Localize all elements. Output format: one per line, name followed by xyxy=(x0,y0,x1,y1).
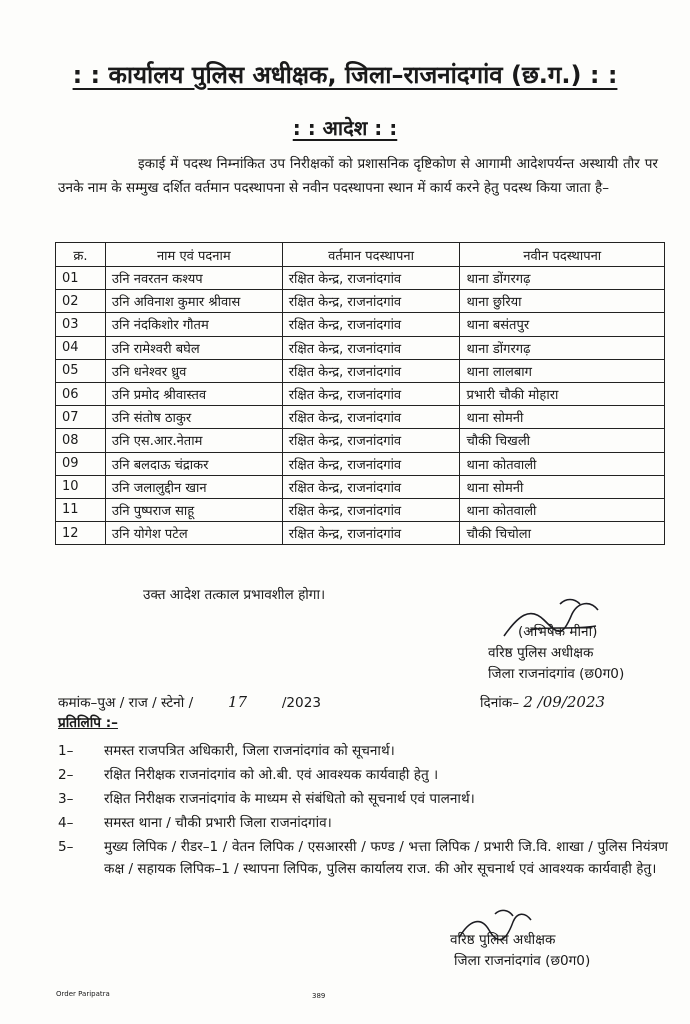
header-name: नाम एवं पदनाम xyxy=(105,243,282,267)
copy-text: समस्त थाना / चौकी प्रभारी जिला राजनांदगांव। xyxy=(104,815,332,831)
date-label: दिनांक– xyxy=(480,695,520,711)
cell-name: उनि पुष्पराज साहू xyxy=(105,498,282,521)
table-row xyxy=(56,267,665,290)
cell-name: उनि एस.आर.नेताम xyxy=(105,429,282,452)
cell-serial: 03 xyxy=(56,313,106,336)
cell-name: उनि संतोष ठाकुर xyxy=(105,406,282,429)
header-new-posting: नवीन पदस्थापना xyxy=(460,243,665,267)
signatory-designation: वरिष्ठ पुलिस अधीक्षक xyxy=(450,932,556,948)
cell-new: चौकी चिचोला xyxy=(460,522,665,545)
office-title: : : कार्यालय पुलिस अधीक्षक, जिला–राजनांदगांव (छ.ग.) : : xyxy=(72,61,618,89)
table-row xyxy=(56,382,665,405)
copy-text: रक्षित निरीक्षक राजनांदगांव के माध्यम से संबंधितो को सूचनार्थ एवं पालनार्थ। xyxy=(104,791,475,807)
header-serial: क्र. xyxy=(56,243,106,267)
cell-new: थाना कोतवाली xyxy=(460,452,665,475)
cell-name: उनि नवरतन कश्यप xyxy=(105,267,282,290)
cell-name: उनि प्रमोद श्रीवास्तव xyxy=(105,382,282,405)
table-body xyxy=(56,267,665,545)
intro-paragraph: इकाई में पदस्थ निम्नांकित उप निरीक्षकों को प्रशासनिक दृष्टिकोण से आगामी आदेशपर्यन्त अस्थायी तौर पर उनके नाम के सम्मुख दर्शित वर्तमान पदस्थापना से नवीन पदस्थापना स्थान में कार्य करने हेतु पदस्थ किया जाता है– xyxy=(58,156,658,196)
footer-label: Order Paripatra xyxy=(56,990,110,998)
cell-name: उनि नंदकिशोर गौतम xyxy=(105,313,282,336)
signatory-district: जिला राजनांदगांव (छ0ग0) xyxy=(454,953,591,969)
table-row xyxy=(56,313,665,336)
date-value: 2 /09/2023 xyxy=(523,693,606,711)
order-reference xyxy=(58,692,321,711)
cell-name: उनि धनेश्वर ध्रुव xyxy=(105,359,282,382)
transfer-table xyxy=(55,242,665,545)
cell-current: रक्षित केन्द्र, राजनांदगांव xyxy=(282,498,460,521)
header-current-posting: वर्तमान पदस्थापना xyxy=(282,243,460,267)
cell-serial: 07 xyxy=(56,406,106,429)
signature-block-2 xyxy=(450,930,590,972)
list-item xyxy=(58,812,668,834)
cell-new: थाना सोमनी xyxy=(460,475,665,498)
cell-current: रक्षित केन्द्र, राजनांदगांव xyxy=(282,452,460,475)
table-row xyxy=(56,429,665,452)
cell-new: थाना बसंतपुर xyxy=(460,313,665,336)
copy-number: 1– xyxy=(58,743,74,759)
table-row xyxy=(56,522,665,545)
cell-name: उनि बलदाऊ चंद्राकर xyxy=(105,452,282,475)
cell-new: चौकी चिखली xyxy=(460,429,665,452)
copy-heading: प्रतिलिपि :– xyxy=(58,715,118,731)
reference-year: /2023 xyxy=(281,695,321,711)
cell-serial: 02 xyxy=(56,290,106,313)
cell-serial: 01 xyxy=(56,267,106,290)
copy-text: रक्षित निरीक्षक राजनांदगांव को ओ.बी. एवं आवश्यक कार्यवाही हेतु । xyxy=(104,767,439,783)
cell-name: उनि जलालुद्दीन खान xyxy=(105,475,282,498)
cell-new: थाना छुरिया xyxy=(460,290,665,313)
effect-statement: उक्त आदेश तत्काल प्रभावशील होगा। xyxy=(143,587,326,603)
cell-name: उनि अविनाश कुमार श्रीवास xyxy=(105,290,282,313)
order-title: : : आदेश : : xyxy=(292,116,398,140)
copy-number: 4– xyxy=(58,815,74,831)
table-row xyxy=(56,359,665,382)
cell-new: प्रभारी चौकी मोहारा xyxy=(460,382,665,405)
copy-number: 3– xyxy=(58,791,74,807)
list-item xyxy=(58,740,668,762)
cell-current: रक्षित केन्द्र, राजनांदगांव xyxy=(282,359,460,382)
cell-current: रक्षित केन्द्र, राजनांदगांव xyxy=(282,475,460,498)
cell-serial: 08 xyxy=(56,429,106,452)
copy-number: 2– xyxy=(58,767,74,783)
list-item xyxy=(58,836,668,880)
cell-new: थाना सोमनी xyxy=(460,406,665,429)
cell-new: थाना लालबाग xyxy=(460,359,665,382)
signatory-name: (अभिषेक मीना) xyxy=(518,624,598,640)
cell-current: रक्षित केन्द्र, राजनांदगांव xyxy=(282,290,460,313)
copy-number: 5– xyxy=(58,839,74,855)
cell-current: रक्षित केन्द्र, राजनांदगांव xyxy=(282,522,460,545)
order-date xyxy=(480,692,605,711)
cell-current: रक्षित केन्द्र, राजनांदगांव xyxy=(282,382,460,405)
list-item xyxy=(58,788,668,810)
cell-serial: 06 xyxy=(56,382,106,405)
copy-text: समस्त राजपत्रित अधिकारी, जिला राजनांदगांव को सूचनार्थ। xyxy=(104,743,395,759)
copy-text: मुख्य लिपिक / रीडर–1 / वेतन लिपिक / एसआरसी / फण्ड / भत्ता लिपिक / प्रभारी जि.वि. शाखा / पुलिस नियंत्रण कक्ष / सहायक लिपिक–1 / स्थापना लिपिक, पुलिस कार्यालय राज. की ओर सूचनार्थ एवं आवश्यक कार्यवाही हेतु। xyxy=(104,839,668,877)
signatory-district: जिला राजनांदगांव (छ0ग0) xyxy=(488,666,625,682)
table-row xyxy=(56,336,665,359)
table-row xyxy=(56,498,665,521)
list-item xyxy=(58,764,668,786)
reference-number: 17 xyxy=(227,693,248,711)
table-header-row xyxy=(56,243,665,267)
cell-current: रक्षित केन्द्र, राजनांदगांव xyxy=(282,313,460,336)
table-row xyxy=(56,406,665,429)
cell-serial: 05 xyxy=(56,359,106,382)
cell-serial: 10 xyxy=(56,475,106,498)
cell-current: रक्षित केन्द्र, राजनांदगांव xyxy=(282,429,460,452)
table-row xyxy=(56,475,665,498)
table-row xyxy=(56,290,665,313)
cell-serial: 04 xyxy=(56,336,106,359)
cell-name: उनि योगेश पटेल xyxy=(105,522,282,545)
cell-new: थाना कोतवाली xyxy=(460,498,665,521)
page-number: 389 xyxy=(312,992,326,1000)
cell-name: उनि रामेश्वरी बघेल xyxy=(105,336,282,359)
reference-prefix: कमांक–पुअ / राज / स्टेनो / xyxy=(58,695,194,711)
table-row xyxy=(56,452,665,475)
copy-list xyxy=(58,740,668,882)
signature-block-1 xyxy=(488,622,624,685)
signatory-designation: वरिष्ठ पुलिस अधीक्षक xyxy=(488,645,594,661)
cell-serial: 12 xyxy=(56,522,106,545)
cell-serial: 11 xyxy=(56,498,106,521)
cell-serial: 09 xyxy=(56,452,106,475)
cell-current: रक्षित केन्द्र, राजनांदगांव xyxy=(282,406,460,429)
cell-new: थाना डोंगरगढ़ xyxy=(460,267,665,290)
cell-new: थाना डोंगरगढ़ xyxy=(460,336,665,359)
cell-current: रक्षित केन्द्र, राजनांदगांव xyxy=(282,267,460,290)
cell-current: रक्षित केन्द्र, राजनांदगांव xyxy=(282,336,460,359)
